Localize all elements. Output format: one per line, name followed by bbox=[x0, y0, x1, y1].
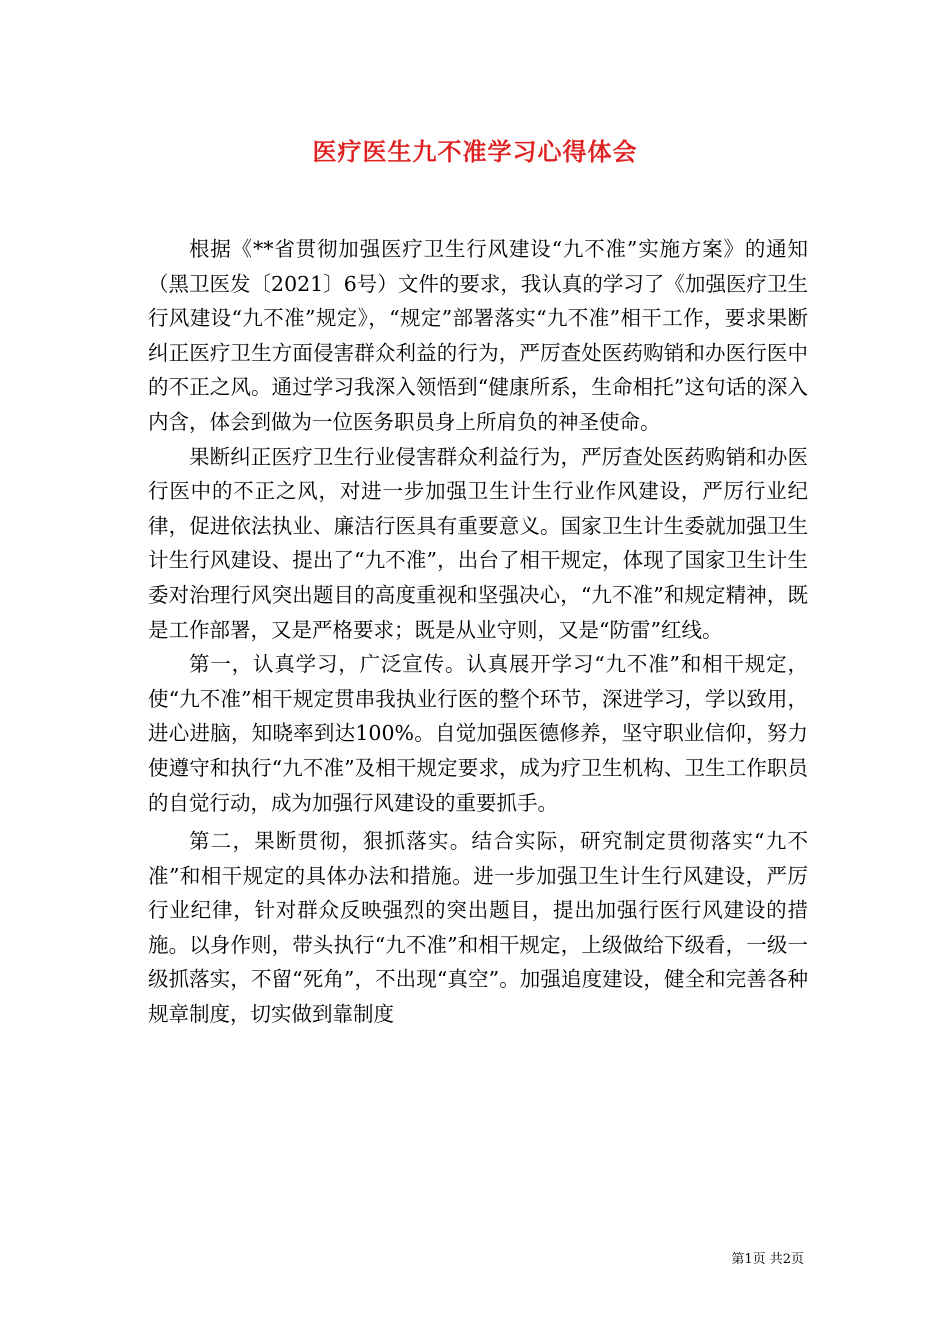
document-body bbox=[148, 232, 808, 1032]
paragraph-3: 第一，认真学习，广泛宣传。认真展开学习“九不准”和相干规定，使“九不准”相干规定贯串我执业行医的整个环节，深进学习，学以致用，进心进脑，知晓率到达100%。自觉加强医德修养，坚守职业信仰，努力使遵守和执行“九不准”及相干规定要求，成为疗卫生机构、卫生工作职员的自觉行动，成为加强行风建设的重要抓手。 bbox=[148, 652, 808, 815]
paragraph-4: 第二，果断贯彻，狠抓落实。结合实际，研究制定贯彻落实“九不准”和相干规定的具体办法和措施。进一步加强卫生计生行风建设，严厉行业纪律，针对群众反映强烈的突出题目，提出加强行医行风建设的措施。以身作则，带头执行“九不准”和相干规定，上级做给下级看，一级一级抓落实，不留“死角”，不出现“真空”。加强追度建设，健全和完善各种规章制度，切实做到靠制度 bbox=[148, 829, 808, 1027]
paragraph-1: 根据《**省贯彻加强医疗卫生行风建设“九不准”实施方案》的通知（黑卫医发〔2021〕6号）文件的要求，我认真的学习了《加强医疗卫生行风建设“九不准”规定》，“规定”部署落实“九不准”相干工作，要求果断纠正医疗卫生方面侵害群众利益的行为，严厉查处医药购销和办医行医中的不正之风。通过学习我深入领悟到“健康所系，生命相托”这句话的深入内含，体会到做为一位医务职员身上所肩负的神圣使命。 bbox=[148, 237, 808, 434]
paragraph-2: 果断纠正医疗卫生行业侵害群众利益行为，严厉查处医药购销和办医行医中的不正之风，对进一步加强卫生计生行业作风建设，严厉行业纪律，促进依法执业、廉洁行医具有重要意义。国家卫生计生委就加强卫生计生行风建设、提出了“九不准”，出台了相干规定，体现了国家卫生计生委对治理行风突出题目的高度重视和坚强决心，“九不准”和规定精神，既是工作部署，又是严格要求；既是从业守则，又是“防雷”红线。 bbox=[148, 444, 808, 642]
page-number: 第1页 共2页 bbox=[731, 1252, 804, 1267]
document-title: 医疗医生九不准学习心得体会 bbox=[312, 137, 638, 166]
